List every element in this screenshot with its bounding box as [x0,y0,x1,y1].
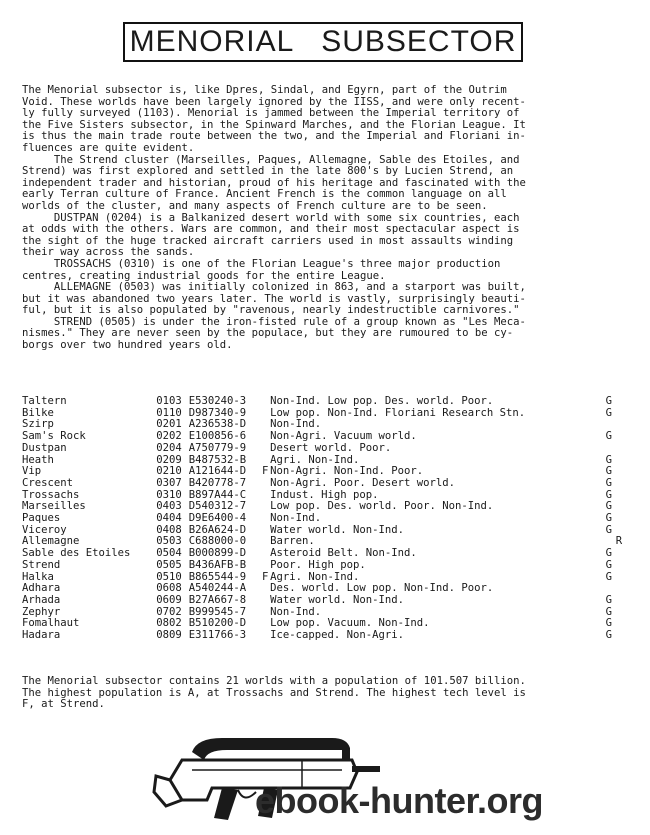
world-travel-code [616,431,630,443]
world-travel-code [616,443,630,455]
world-name: Dustpan [22,441,67,454]
paragraph-strend: STREND (0505) is under the iron-fisted rule of a group known as "Les Meca- nismes." They are never seen by the populace, but they are rumoured to be cy- borgs over two hundred years old. [22,315,526,352]
world-zone: G [605,605,612,618]
world-hex: 0802 [156,617,182,630]
world-base [262,431,270,443]
world-remarks: Agri. Non-Ind. [270,570,360,583]
world-remarks: Poor. High pop. [270,558,366,571]
world-travel-code [616,466,630,478]
world-name: Paques [22,512,61,525]
world-hex: 0103 [156,395,182,407]
world-remarks: Asteroid Belt. Non-Ind. [270,547,417,560]
world-hex: 0307 [156,476,182,489]
world-base: F [261,465,269,478]
world-zone: G [605,453,612,466]
world-row [22,630,630,642]
world-remarks: Non-Agri. Poor. Desert world. [270,476,456,489]
world-uwp: A750779-9 [188,441,247,454]
world-remarks: Ice-capped. Non-Agri. [270,629,404,642]
world-name: Adhara [22,582,61,595]
world-uwp: B000899-D [188,547,247,560]
world-zone: G [605,629,612,642]
world-remarks: Non-Ind. [270,418,322,431]
world-uwp: B26A624-D [188,523,247,536]
paragraph-dustpan: DUSTPAN (0204) is a Balkanized desert world with some six countries, each at odds with the others. Wars are common, and their most spectacular aspect is the sight of the huge tracked aircraft carriers used in most assaults winding their way across the sands. [22,211,520,259]
world-zone: G [605,593,612,606]
world-row [22,513,630,525]
world-name: Sam's Rock [22,430,86,443]
world-travel-code [616,419,630,431]
world-hex: 0403 [156,500,182,513]
world-uwp: E530240-3 [188,395,247,407]
world-uwp: D9E6400-4 [188,512,247,525]
world-base [262,583,270,595]
world-remarks: Agri. Non-Ind. [270,453,360,466]
paragraph-strend-cluster: The Strend cluster (Marseilles, Paques, Allemagne, Sable des Etoiles, and Strend) was first explored and settled in the late 800's by Lucien Strend, an independent trader and historian, proud of his heritage and fascinated with the early Terran culture of France. Ancient French is the common language on all worlds of the cluster, and many aspects of French culture are to be seen. [22,153,526,212]
world-row [22,595,630,607]
world-zone: G [605,500,612,513]
world-zone: G [605,523,612,536]
world-name: Heath [22,453,54,466]
world-remarks: Non-Ind. [270,605,322,618]
world-travel-code [616,478,630,490]
world-hex: 0505 [156,558,182,571]
world-hex: 0809 [156,629,182,642]
world-base [262,618,270,630]
world-hex: 0210 [156,465,182,478]
world-uwp: E100856-6 [188,430,247,443]
world-remarks: Des. world. Low pop. Non-Ind. Poor. [270,582,494,595]
world-travel-code [616,455,630,467]
world-base [262,513,270,525]
world-table [22,396,630,642]
world-travel-code [616,548,630,560]
world-name: Bilke [22,406,54,419]
world-travel-code [616,513,630,525]
world-travel-code [616,490,630,502]
world-zone: G [605,465,612,478]
world-name: Marseilles [22,500,86,513]
world-name: Zephyr [22,605,61,618]
world-uwp: B27A667-8 [188,593,247,606]
paragraph-trossachs: TROSSACHS (0310) is one of the Florian League's three major production centres, creating industrial goods for the entire League. [22,257,501,282]
world-hex: 0204 [156,441,182,454]
world-remarks: Low pop. Vacuum. Non-Ind. [270,617,430,630]
world-uwp: B436AFB-B [188,558,247,571]
world-name: Taltern [22,395,67,407]
world-base [262,548,270,560]
world-zone: G [605,512,612,525]
world-name: Arhada [22,593,61,606]
world-travel-code [616,595,630,607]
world-uwp: A236538-D [188,418,247,431]
world-uwp: B999545-7 [188,605,247,618]
world-travel-code [616,501,630,513]
world-zone: G [605,570,612,583]
world-base: F [261,570,269,583]
world-base [262,443,270,455]
world-row [22,501,630,513]
world-base [262,419,270,431]
world-hex: 0201 [156,418,182,431]
world-remarks: Non-Agri. Vacuum world. [270,430,417,443]
world-hex: 0510 [156,570,182,583]
world-remarks: Indust. High pop. [270,488,379,501]
world-name: Strend [22,558,61,571]
summary-text: The Menorial subsector contains 21 worlds with a population of 101.507 billion. The highest population is A, at Trossachs and Strend. The highest tech level is F, at Strend. [22,675,526,711]
world-base [262,490,270,502]
world-zone: G [605,488,612,501]
world-row [22,478,630,490]
world-base [262,595,270,607]
world-uwp: B510200-D [188,617,247,630]
world-base [262,396,270,408]
world-row [22,408,630,420]
paragraph-intro: The Menorial subsector is, like Dpres, Sindal, and Egyrn, part of the Outrim Void. These worlds have been largely ignored by the IISS, and were only recent- ly fully surveyed (1103). Menorial is jammed between the Imperial territory of the Five Sisters subsector, in the Spinward Marches, and the Florian League. It is thus the main trade route between the two, and the Imperial and Floriani in- fluences are quite evident. [22,84,526,154]
world-name: Sable des Etoiles [22,547,131,560]
world-name: Hadara [22,629,61,642]
world-hex: 0110 [156,406,182,419]
world-zone: G [605,617,612,630]
world-hex: 0504 [156,547,182,560]
world-uwp: A540244-A [188,582,247,595]
world-name: Allemagne [22,535,80,548]
world-row [22,443,630,455]
world-remarks: Water world. Non-Ind. [270,593,404,606]
world-hex: 0702 [156,605,182,618]
paragraph-allemagne: ALLEMAGNE (0503) was initially colonized in 863, and a starport was built, but it was abandoned two years later. The world is vastly, surprisingly beauti- ful, but it is also populated by "ravenous, nearly indestructible carnivores." [22,281,526,317]
world-remarks: Low pop. Non-Ind. Floriani Research Stn. [270,406,526,419]
world-remarks: Non-Agri. Non-Ind. Poor. [270,465,424,478]
world-base [262,525,270,537]
world-base [262,630,270,642]
world-hex: 0608 [156,582,182,595]
world-zone: G [605,476,612,489]
watermark-text: ebook-hunter.org [255,780,543,821]
world-uwp: D987340-9 [188,406,247,419]
world-table-body [22,396,630,642]
world-travel-code [616,396,630,408]
world-name: Halka [22,570,54,583]
world-uwp: B420778-7 [188,476,247,489]
body-text [22,85,630,352]
world-travel-code [616,572,630,584]
world-name: Szirp [22,418,54,431]
world-row [22,525,630,537]
world-name: Vip [22,465,42,478]
world-hex: 0202 [156,430,182,443]
world-uwp: B487532-B [188,453,247,466]
world-hex: 0404 [156,512,182,525]
world-travel-code [616,630,630,642]
page-title: MENORIAL SUBSECTOR [123,22,523,62]
world-uwp: B897A44-C [188,488,247,501]
world-travel-code [616,408,630,420]
world-remarks: Water world. Non-Ind. [270,523,404,536]
world-uwp: E311766-3 [188,629,247,642]
world-hex: 0408 [156,523,182,536]
world-base [262,560,270,572]
world-row [22,560,630,572]
world-base [262,478,270,490]
world-base [262,501,270,513]
world-remarks: Low pop. Des. world. Poor. Non-Ind. [270,500,494,513]
world-base [262,408,270,420]
world-row [22,396,630,408]
world-remarks: Desert world. Poor. [270,441,392,454]
world-travel-code [616,618,630,630]
world-zone: G [605,547,612,560]
world-hex: 0503 [156,535,182,548]
world-uwp: D540312-7 [188,500,247,513]
world-travel-code [616,583,630,595]
world-uwp: C688000-0 [188,535,247,548]
world-hex: 0310 [156,488,182,501]
world-zone: G [605,395,612,407]
world-uwp: B865544-9 [188,570,247,583]
world-base [262,607,270,619]
world-zone [606,443,616,455]
world-zone: G [605,558,612,571]
world-zone: G [605,430,612,443]
world-travel-code [616,560,630,572]
world-name: Viceroy [22,523,67,536]
world-remarks: Barren. [270,535,315,548]
world-uwp: A121644-D [188,465,247,478]
world-remarks: Non-Ind. Low pop. Des. world. Poor. [270,395,494,407]
world-name: Trossachs [22,488,80,501]
world-name: Crescent [22,476,74,489]
world-hex: 0609 [156,593,182,606]
world-remarks: Non-Ind. [270,512,322,525]
world-name: Fomalhaut [22,617,80,630]
world-base [262,536,270,548]
world-travel-code: R [615,535,623,548]
world-travel-code [616,607,630,619]
world-hex: 0209 [156,453,182,466]
world-zone: G [605,406,612,419]
